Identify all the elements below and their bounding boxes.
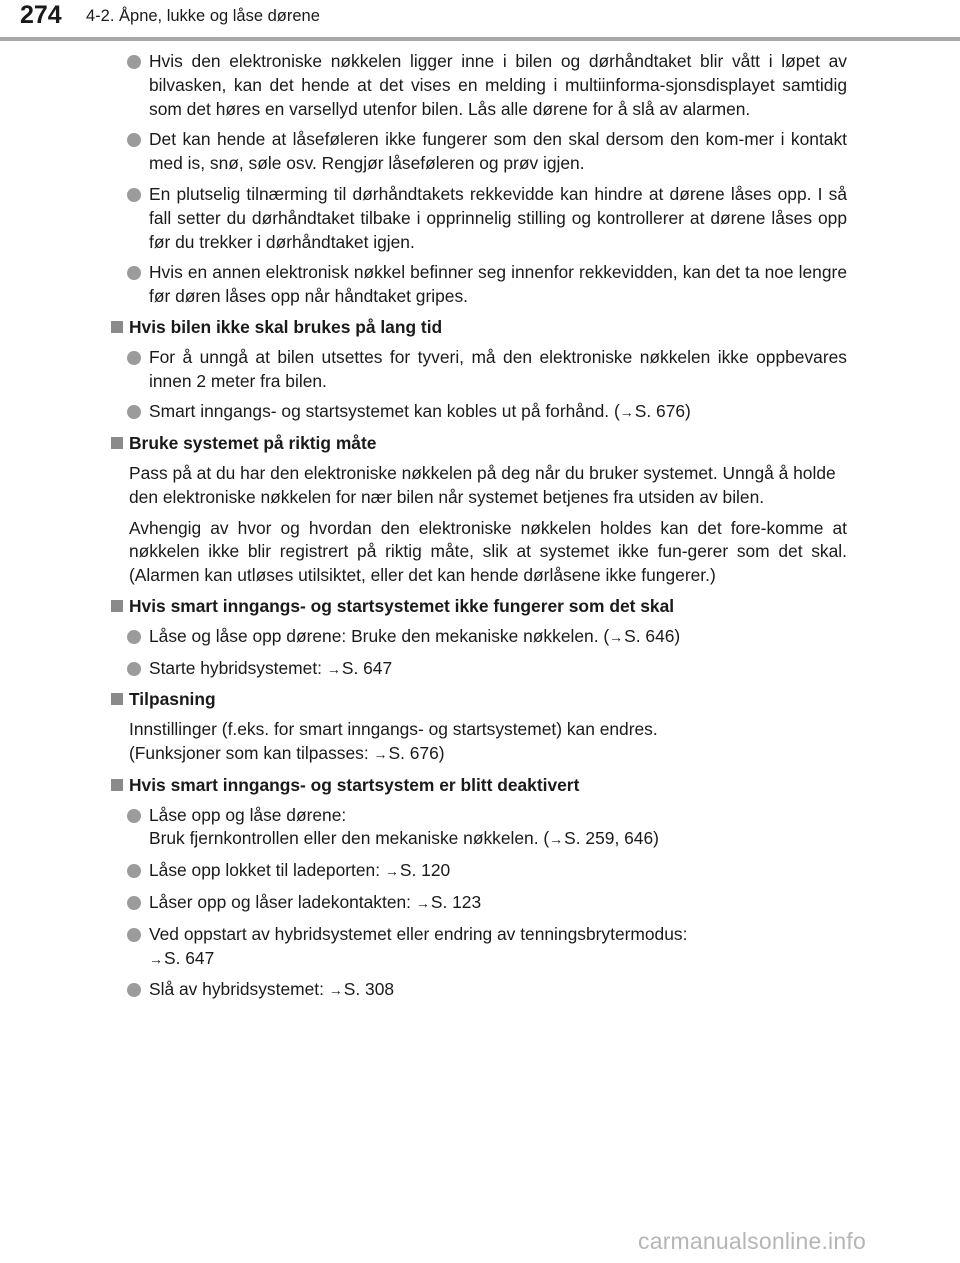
bullet-dot-icon [127,188,141,202]
list-item: For å unngå at bilen utsettes for tyveri, må den elektroniske nøkkelen ikke oppbevares innen 2 meter fra bilen. [107,346,847,394]
heading-square-icon [111,600,123,612]
page-reference-link[interactable]: →S. 647 [149,948,214,968]
bullet-dot-icon [127,630,141,644]
arrow-right-icon: → [384,863,399,880]
list-item: Smart inngangs- og startsystemet kan kobles ut på forhånd. (→S. 676) [107,400,847,425]
arrow-right-icon: → [373,745,388,762]
watermark: carmanualsonline.info [638,1228,866,1254]
bullet-dot-icon [127,928,141,942]
bullet-dot-icon [127,662,141,676]
arrow-right-icon: → [328,982,343,999]
section-title: 4-2. Åpne, lukke og låse dørene [86,7,320,25]
header-rule [0,37,960,41]
section-heading: Hvis smart inngangs- og startsystem er blitt deaktivert [107,774,847,798]
arrow-right-icon: → [326,660,341,677]
page-reference-link[interactable]: →S. 647 [327,658,392,678]
list-item: Hvis den elektroniske nøkkelen ligger inne i bilen og dørhåndtaket blir vått i løpet av bilvasken, kan det hende at det vises en melding i multiinforma-sjonsdisplayet samtidig som det høres en varsellyd utenfor bilen. Lås alle dørene for å slå av alarmen. [107,50,847,121]
bullet-dot-icon [127,351,141,365]
paragraph: Avhengig av hvor og hvordan den elektroniske nøkkelen holdes kan det fore-komme at nøkkelen ikke blir registrert på riktig måte, slik at systemet ikke fun-gerer som det skal. (Alarmen kan utløses utilsiktet, eller det kan hende dørlåsene ikke fungerer.) [129,517,847,586]
page-content [107,50,847,1010]
page-reference-link[interactable]: →S. 123 [416,892,481,912]
page-number: 274 [20,1,62,29]
bullet-dot-icon [127,809,141,823]
section-heading: Tilpasning [107,688,847,712]
page-reference-link[interactable]: →S. 646) [609,626,680,646]
paragraph: Pass på at du har den elektroniske nøkkelen på deg når du bruker systemet. Unngå å holde den elektroniske nøkkelen for nær bilen når systemet betjenes fra utsiden av bilen. [129,462,836,507]
page-reference-link[interactable]: →S. 308 [329,979,394,999]
heading-square-icon [111,693,123,705]
page-reference-link[interactable]: →S. 120 [385,860,450,880]
heading-square-icon [111,779,123,791]
arrow-right-icon: → [549,831,564,848]
list-item: En plutselig tilnærming til dørhåndtakets rekkevidde kan hindre at dørene låses opp. I så fall setter du dørhåndtaket tilbake i opprinnelig stilling og kontrollerer at dørene låses opp før du trekker i dørhåndtaket igjen. [107,183,847,254]
list-item: Låse opp lokket til ladeporten: →S. 120 [107,859,847,884]
list-item: Låse opp og låse dørene: Bruk fjernkontrollen eller den mekaniske nøkkelen. (→S. 259, 646) [107,804,847,853]
list-item: Låser opp og låser ladekontakten: →S. 123 [107,891,847,916]
list-item: Hvis en annen elektronisk nøkkel befinner seg innenfor rekkevidden, kan det ta noe lengre før døren låses opp når håndtaket gripes. [107,261,847,309]
bullet-dot-icon [127,864,141,878]
arrow-right-icon: → [415,894,430,911]
section-heading: Bruke systemet på riktig måte [107,432,847,456]
page-reference-link[interactable]: →S. 676) [374,743,445,763]
heading-square-icon [111,437,123,449]
arrow-right-icon: → [609,628,624,645]
arrow-right-icon: → [149,950,163,967]
page-reference-link[interactable]: →S. 676) [620,401,691,421]
heading-square-icon [111,321,123,333]
section-heading: Hvis bilen ikke skal brukes på lang tid [107,316,847,340]
bullet-dot-icon [127,55,141,69]
list-item: Starte hybridsystemet: →S. 647 [107,657,847,682]
list-item: Ved oppstart av hybridsystemet eller endring av tenningsbrytermodus: →S. 647 [107,923,847,972]
list-item: Det kan hende at låseføleren ikke fungerer som den skal dersom den kom-mer i kontakt med is, snø, søle osv. Rengjør låseføleren og prøv igjen. [107,128,847,176]
page-header [0,0,960,40]
list-item: Slå av hybridsystemet: →S. 308 [107,978,847,1003]
arrow-right-icon: → [619,404,634,421]
page-reference-link[interactable]: →S. 259, 646) [549,828,659,848]
paragraph: Innstillinger (f.eks. for smart inngangs- og startsystemet) kan endres. (Funksjoner som kan tilpasses: →S. 676) [107,718,847,767]
bullet-dot-icon [127,896,141,910]
list-item: Låse og låse opp dørene: Bruke den mekaniske nøkkelen. (→S. 646) [107,625,847,650]
section-heading: Hvis smart inngangs- og startsystemet ikke fungerer som det skal [107,595,847,619]
